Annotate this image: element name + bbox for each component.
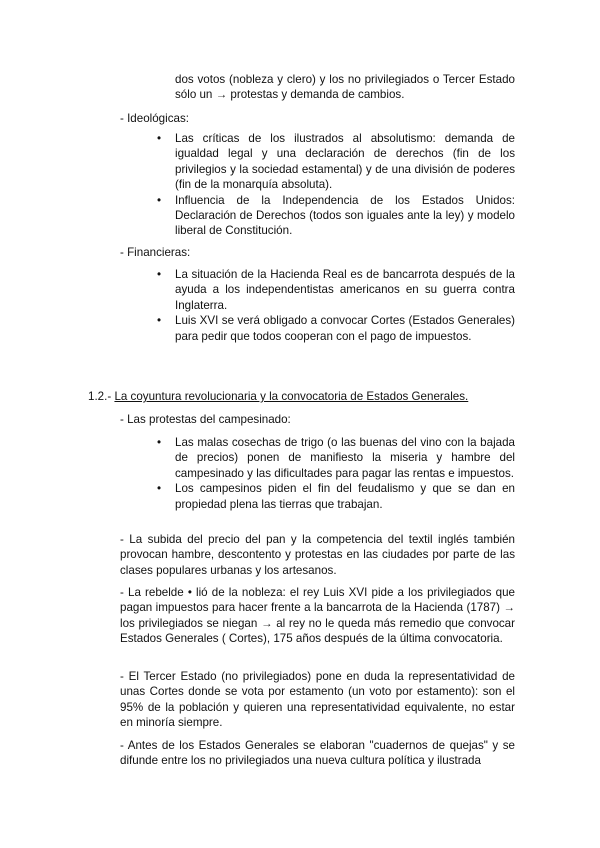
section-title: La coyuntura revolucionaria y la convocatoria de Estados Generales. (114, 390, 469, 403)
paragraph-subida-pan: - La subida del precio del pan y la competencia del textil inglés también provocan hambre, descontento y protestas en las ciudades por parte de las clases populares urbanas y los artesanos. (120, 533, 515, 577)
paragraph-tercer-estado: - El Tercer Estado (no privilegiados) pone en duda la representatividad de unas Cortes donde se vota por estamento (un voto por estamento): son el 95% de la población y quieren una representatividad equivalente, no estar en minoría siempre. (120, 670, 515, 730)
heading-protestas: - Las protestas del campesinado: (120, 413, 291, 426)
intro-continuation: dos votos (nobleza y clero) y los no privilegiados o Tercer Estado sólo un → protestas y demanda de cambios. (175, 73, 515, 102)
list-item: • Influencia de la Independencia de los Estados Unidos: Declaración de Derechos (todos son iguales ante la ley) y modelo liberal de Constitución. (157, 193, 515, 239)
list-item: • Luis XVI se verá obligado a convocar Cortes (Estados Generales) para pedir que todos cooperan con el pago de impuestos. (157, 313, 515, 344)
list-item: • Las críticas de los ilustrados al absolutismo: demanda de igualdad legal y una declaración de derechos (fin de los privilegios y la sociedad estamental) y de una división de poderes (fin de la monarquía absoluta). (157, 131, 515, 193)
section-heading (88, 389, 468, 404)
protestas-list (157, 435, 515, 512)
heading-financieras: - Financieras: (120, 246, 191, 259)
list-item: • La situación de la Hacienda Real es de bancarrota después de la ayuda a los independentistas americanos en su guerra contra Inglaterra. (157, 267, 515, 313)
heading-ideologicas: - Ideológicas: (120, 112, 189, 125)
ideologicas-list (157, 131, 515, 239)
paragraph-cuadernos-quejas: - Antes de los Estados Generales se elaboran "cuadernos de quejas" y se difunde entre los no privilegiados una nueva cultura política y ilustrada (120, 739, 515, 768)
list-item: • Los campesinos piden el fin del feudalismo y que se dan en propiedad plena las tierras que trabajan. (157, 481, 515, 512)
paragraph-rebelion-nobleza: - La rebelde • lió de la nobleza: el rey Luis XVI pide a los privilegiados que pagan impuestos para hacer frente a la bancarrota de la Hacienda (1787) → los privilegiados se niegan → al rey no le queda más remedio que convocar Estados Generales ( Cortes), 175 años después de la última convocatoria. (120, 586, 515, 646)
financieras-list (157, 267, 515, 344)
list-item: • Las malas cosechas de trigo (o las buenas del vino con la bajada de precios) ponen de manifiesto la miseria y hambre del campesinado y las dificultades para pagar las rentas e impuestos. (157, 435, 515, 481)
section-number: 1.2.- (88, 390, 112, 403)
